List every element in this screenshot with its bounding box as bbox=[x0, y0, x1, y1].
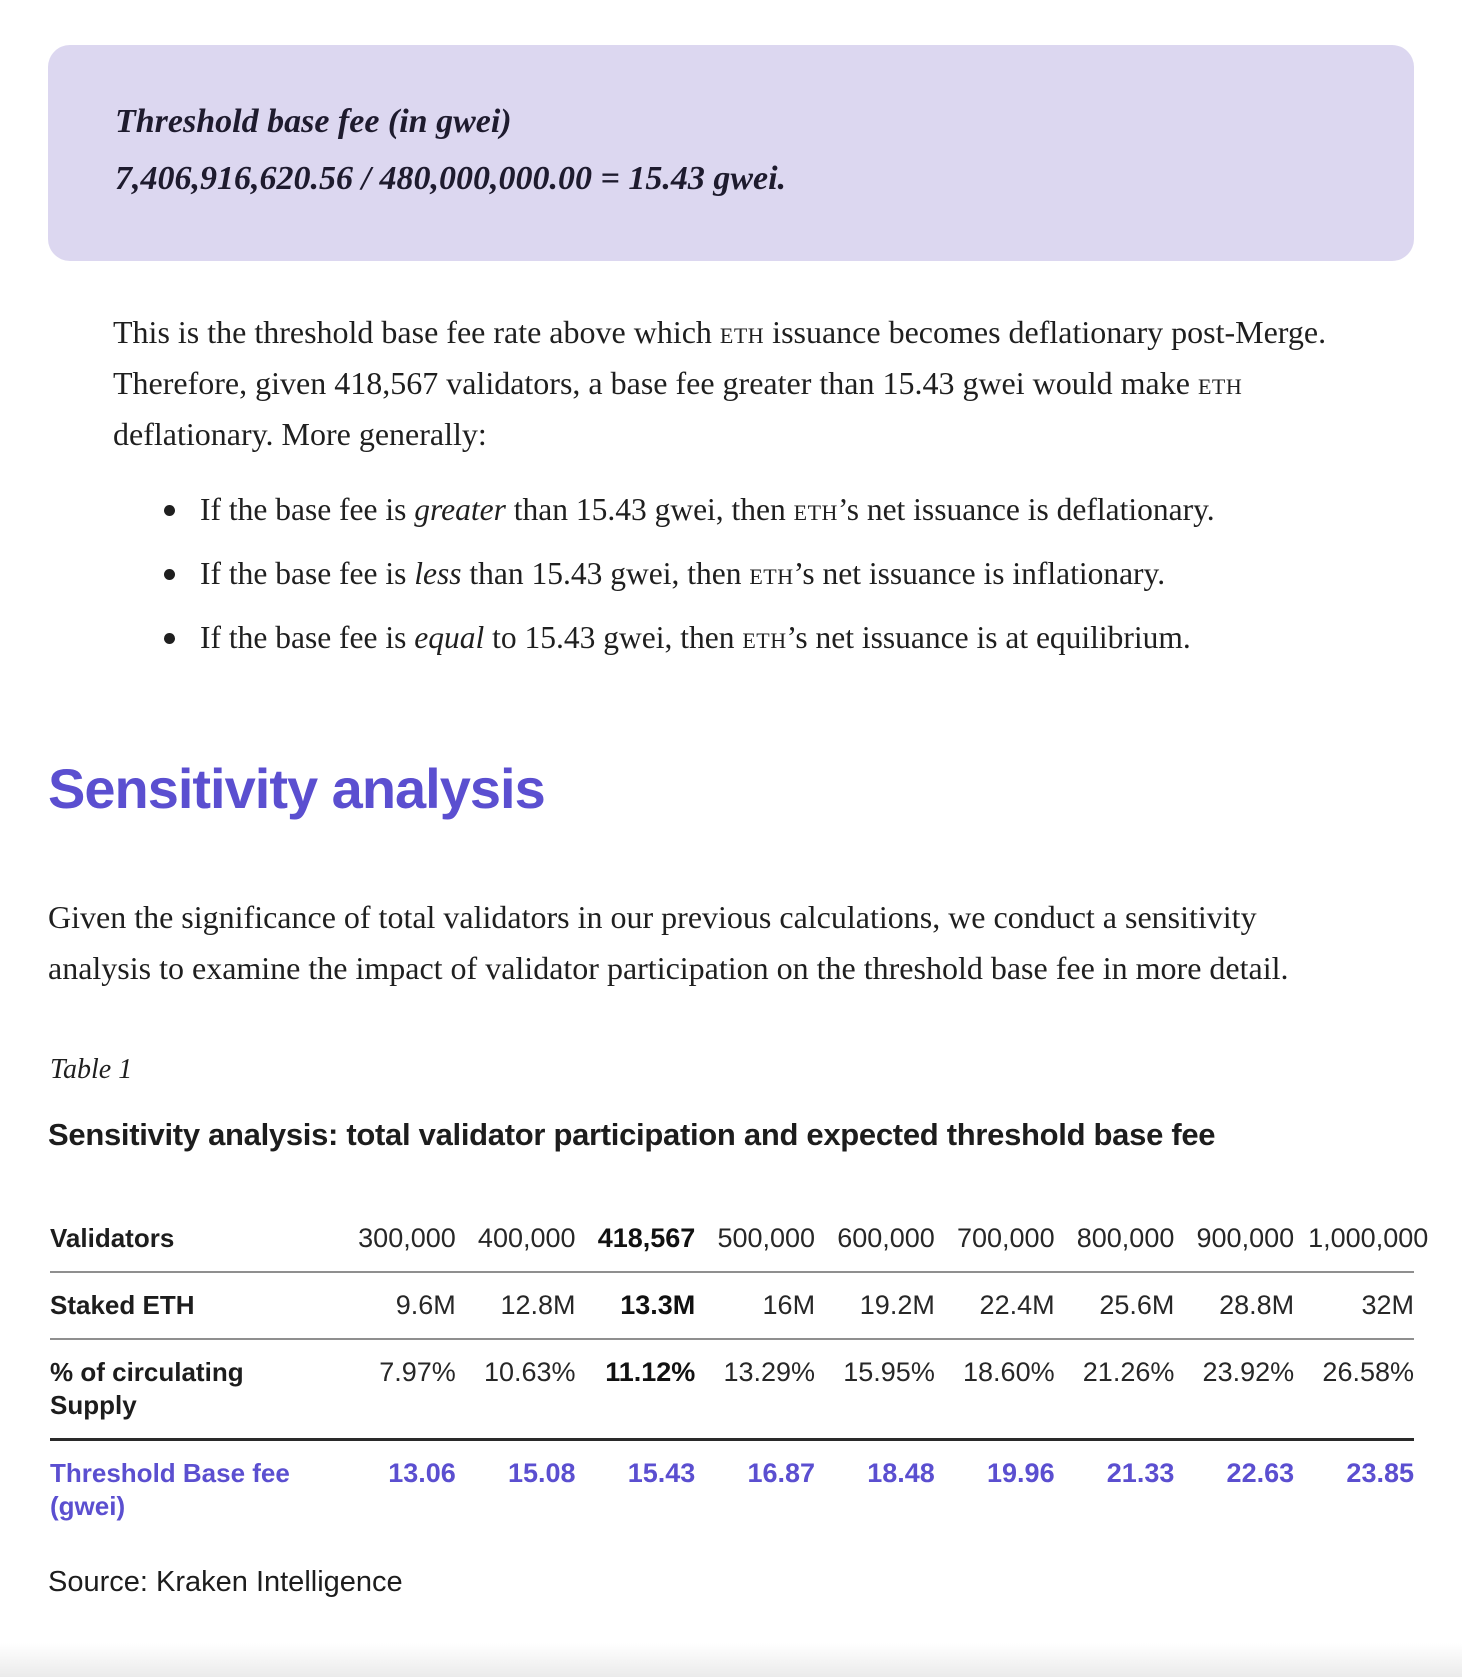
table-row bbox=[50, 1206, 1414, 1272]
table-row bbox=[50, 1440, 1414, 1540]
table-cell: 22.63 bbox=[1226, 1458, 1295, 1488]
analysis-paragraph: Given the significance of total validators in our previous calculations, we conduct a sensitivity analysis to examine the impact of validator participation on the threshold base fee in more detail. bbox=[48, 899, 1289, 986]
callout-title: Threshold base fee (in gwei) bbox=[115, 103, 512, 140]
table-cell: 300,000 bbox=[358, 1223, 456, 1253]
bullet-item bbox=[200, 618, 1402, 658]
text-run: to 15.43 gwei, then bbox=[484, 620, 743, 655]
table-cell: 25.6M bbox=[1099, 1290, 1175, 1320]
text-run: If the base fee is bbox=[200, 620, 415, 655]
section-heading: Sensitivity analysis bbox=[48, 757, 545, 820]
smallcaps-text: eth bbox=[719, 314, 765, 350]
row-header: Validators bbox=[50, 1223, 175, 1253]
table-row bbox=[50, 1339, 1414, 1440]
table-cell: 23.85 bbox=[1346, 1458, 1414, 1488]
row-header: Staked ETH bbox=[50, 1290, 195, 1320]
source-note: Source: Kraken Intelligence bbox=[48, 1566, 403, 1598]
smallcaps-text: eth bbox=[749, 556, 794, 591]
table-cell: 32M bbox=[1361, 1290, 1414, 1320]
table-cell: 7.97% bbox=[379, 1357, 456, 1387]
table-cell: 1,000,000 bbox=[1308, 1223, 1429, 1253]
row-header: Threshold Base fee (gwei) bbox=[50, 1458, 290, 1521]
table-cell: 15.95% bbox=[843, 1357, 935, 1387]
document-page bbox=[0, 45, 1462, 1677]
table-cell: 500,000 bbox=[717, 1223, 816, 1253]
text-run: ’s net issuance is at equilibrium. bbox=[786, 620, 1191, 655]
table-cell: 19.96 bbox=[987, 1458, 1055, 1488]
table-cell: 26.58% bbox=[1322, 1357, 1414, 1387]
smallcaps-text: eth bbox=[793, 492, 838, 527]
table-cell: 13.29% bbox=[723, 1357, 816, 1387]
text-run: than 15.43 gwei, then bbox=[505, 492, 794, 527]
table-cell: 700,000 bbox=[956, 1223, 1055, 1253]
table-cell: 15.08 bbox=[507, 1458, 576, 1488]
emphasis-text: greater bbox=[414, 492, 506, 527]
text-run: If the base fee is bbox=[200, 556, 415, 591]
table-cell: 400,000 bbox=[477, 1223, 576, 1253]
threshold-callout bbox=[48, 45, 1414, 261]
table-cell: 10.63% bbox=[483, 1357, 576, 1387]
table-cell: 19.2M bbox=[859, 1290, 935, 1320]
table-cell: 13.3M bbox=[620, 1290, 696, 1320]
smallcaps-text: eth bbox=[742, 620, 787, 655]
table-cell: 15.43 bbox=[627, 1458, 696, 1488]
table-cell: 23.92% bbox=[1202, 1357, 1295, 1387]
text-run: ’s net issuance is deflationary. bbox=[837, 492, 1215, 527]
table-cell: 418,567 bbox=[597, 1223, 696, 1253]
callout-formula: 7,406,916,620.56 / 480,000,000.00 = 15.43 gwei. bbox=[115, 160, 787, 197]
text-run: issuance becomes deflationary post-Merge. Therefore, given 418,567 validators, a base fee greater than 15.43 gwei would make bbox=[113, 314, 1327, 401]
text-run: than 15.43 gwei, then bbox=[461, 556, 750, 591]
table-cell: 21.33 bbox=[1106, 1458, 1175, 1488]
sensitivity-table bbox=[50, 1206, 1429, 1539]
text-run: deflationary. More generally: bbox=[113, 416, 487, 452]
table-cell: 18.48 bbox=[867, 1458, 935, 1488]
emphasis-text: equal bbox=[414, 620, 485, 655]
text-run: This is the threshold base fee rate above which bbox=[113, 314, 720, 350]
table-cell: 600,000 bbox=[837, 1223, 935, 1253]
table-cell: 28.8M bbox=[1219, 1290, 1295, 1320]
intro-paragraph bbox=[113, 307, 1357, 460]
bullet-item bbox=[200, 554, 1402, 594]
table-cell: 22.4M bbox=[979, 1290, 1055, 1320]
table-cell: 900,000 bbox=[1196, 1223, 1295, 1253]
table-label: Table 1 bbox=[50, 1054, 133, 1085]
table-cell: 13.06 bbox=[388, 1458, 456, 1488]
table-cell: 11.12% bbox=[605, 1357, 696, 1387]
page-bottom-fade bbox=[0, 1643, 1462, 1677]
table-cell: 21.26% bbox=[1082, 1357, 1175, 1387]
table-cell: 18.60% bbox=[963, 1357, 1055, 1387]
table-title: Sensitivity analysis: total validator participation and expected threshold base fee bbox=[48, 1117, 1216, 1152]
table-cell: 9.6M bbox=[395, 1290, 456, 1320]
bullet-list bbox=[0, 490, 1402, 658]
emphasis-text: less bbox=[414, 556, 462, 591]
text-run: If the base fee is bbox=[200, 492, 415, 527]
row-header: % of circulating Supply bbox=[50, 1357, 244, 1420]
table-cell: 16M bbox=[762, 1290, 816, 1320]
bullet-item bbox=[200, 490, 1402, 530]
table-cell: 800,000 bbox=[1076, 1223, 1175, 1253]
table-cell: 16.87 bbox=[747, 1458, 816, 1488]
smallcaps-text: eth bbox=[1197, 365, 1243, 401]
table-cell: 12.8M bbox=[500, 1290, 576, 1320]
text-run: ’s net issuance is inflationary. bbox=[793, 556, 1166, 591]
table-row bbox=[50, 1272, 1414, 1339]
